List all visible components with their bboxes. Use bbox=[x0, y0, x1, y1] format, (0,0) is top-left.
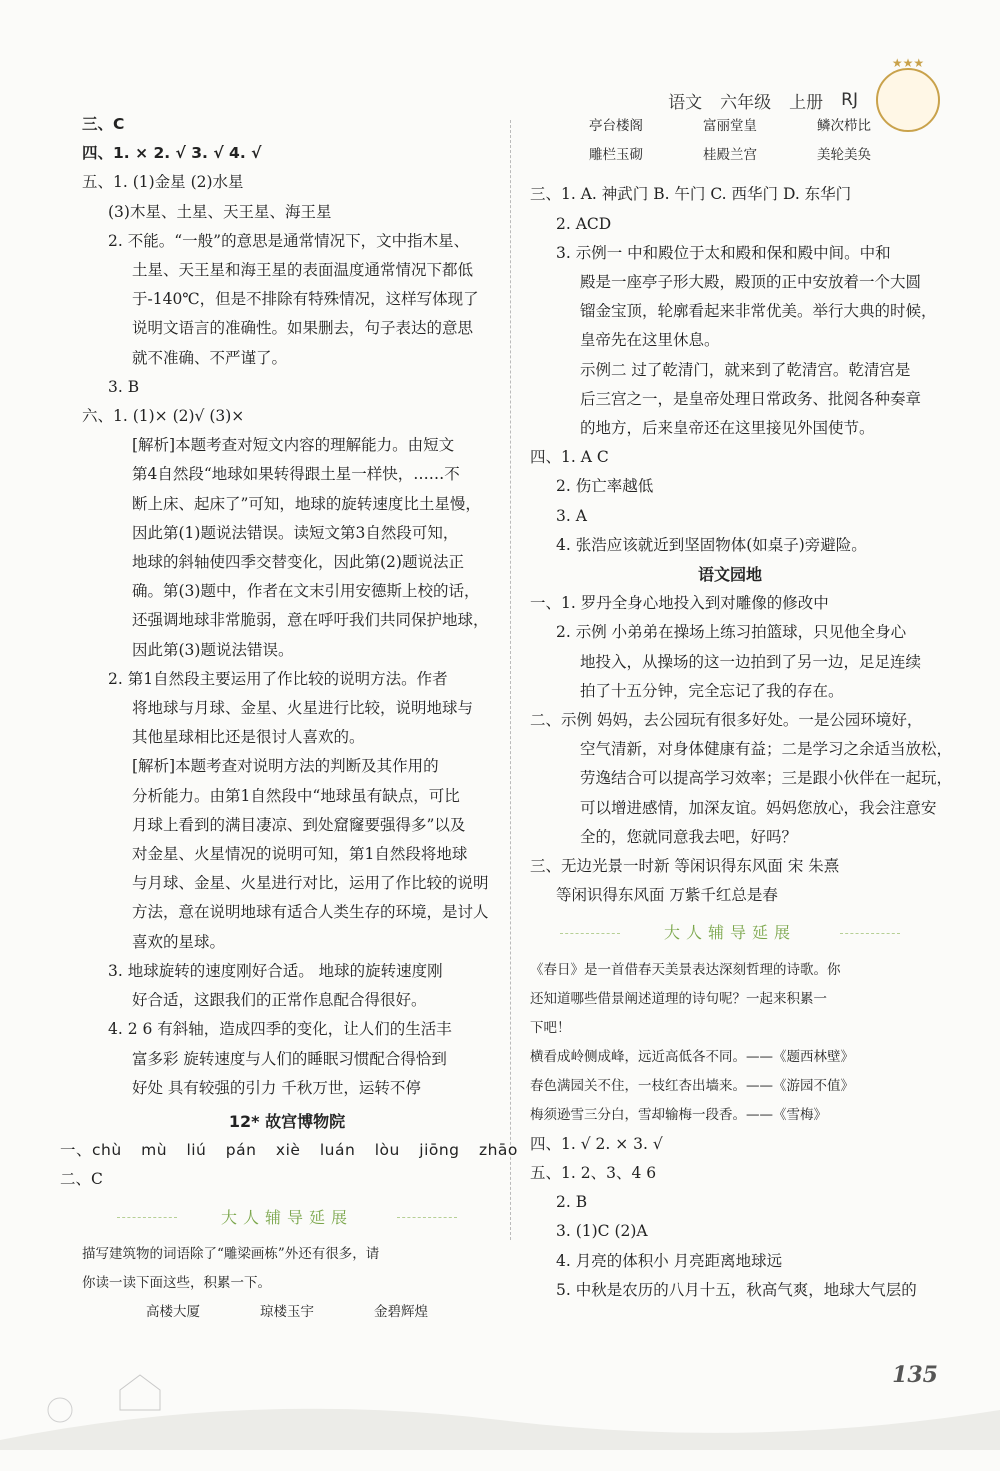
word-item: 高楼大厦 bbox=[146, 1303, 200, 1320]
answer-line: 五、1. 2、3、4 6 bbox=[530, 1163, 657, 1182]
answer-line: 五、1. (1)金星 (2)水星 bbox=[82, 173, 244, 192]
answer-line: 确。第(3)题中，作者在文末引用安德斯上校的话， bbox=[132, 582, 480, 601]
answer-line: 二、示例 妈妈，去公园玩有很多好处。一是公园环境好， bbox=[530, 711, 923, 730]
answer-line: 3. (1)C (2)A bbox=[556, 1222, 648, 1241]
answer-line: 四、1. × 2. √ 3. √ 4. √ bbox=[82, 144, 262, 163]
answer-line: 地投入，从操场的这一边拍到了另一边，足足连续 bbox=[580, 652, 922, 671]
header-volume: 上册 bbox=[789, 92, 824, 113]
answer-line: 富多彩 旋转速度与人们的睡眠习惯配合得恰到 bbox=[132, 1049, 447, 1068]
answer-line: (3)木星、土星、天王星、海王星 bbox=[108, 202, 332, 221]
answer-line: 3. 示例一 中和殿位于太和殿和保和殿中间。中和 bbox=[556, 243, 891, 262]
word-item: 亭台楼阁 bbox=[589, 118, 643, 134]
answer-line: 断上床、起床了”可知，地球的旋转速度比土星慢， bbox=[132, 494, 481, 513]
answer-line: 与月球、金星、火星进行对比，运用了作比较的说明 bbox=[132, 874, 489, 893]
right-extend-text bbox=[530, 956, 930, 1130]
answer-line: 5. 中秋是农历的八月十五，秋高气爽，地球大气层的 bbox=[556, 1280, 917, 1299]
answer-line: 喜欢的星球。 bbox=[132, 932, 226, 951]
header-edition: RJ bbox=[841, 90, 858, 110]
answer-line: 好处 具有较强的引力 千秋万世，运转不停 bbox=[132, 1078, 421, 1097]
answer-line: 等闲识得东风面 万紫千红总是春 bbox=[556, 886, 778, 905]
answer-line: 3. B bbox=[108, 377, 140, 396]
answer-line: 4. 张浩应该就近到坚固物体(如桌子)旁避险。 bbox=[556, 535, 867, 554]
banner-extend-right: 大人辅导延展 bbox=[580, 918, 880, 947]
answer-line: 的地方，后来皇帝还在这里接见外国使节。 bbox=[580, 419, 875, 438]
banner-extend-left: 大人辅导延展 bbox=[137, 1203, 437, 1232]
answer-line: 第4自然段“地球如果转得跟土星一样快，……不 bbox=[132, 465, 460, 484]
answer-line: 四、1. √ 2. × 3. √ bbox=[530, 1134, 663, 1153]
answer-line: 将地球与月球、金星、火星进行比较，说明地球与 bbox=[132, 699, 474, 718]
answer-line: 地球的斜轴使四季交替变化，因此第(2)题说法正 bbox=[132, 553, 464, 572]
answer-line: 3. A bbox=[556, 506, 587, 525]
answer-line: 空气清新，对身体健康有益；二是学习之余适当放松， bbox=[580, 740, 953, 759]
extend-line: 春色满园关不住，一枝红杏出墙来。——《游园不值》 bbox=[530, 1077, 854, 1094]
answer-line: 方法，意在说明地球有适合人类生存的环境，是讨人 bbox=[132, 903, 489, 922]
word-item: 雕栏玉砌 bbox=[589, 147, 643, 164]
extend-line: 描写建筑物的词语除了“雕梁画栋”外还有很多，请 bbox=[82, 1245, 380, 1262]
answer-line: 示例二 过了乾清门，就来到了乾清宫。乾清宫是 bbox=[580, 360, 911, 379]
page-number: 135 bbox=[892, 1362, 938, 1388]
extend-line: 《春日》是一首借春天美景表达深刻哲理的诗歌。你 bbox=[530, 961, 841, 978]
answer-line: 于-140℃，但是不排除有特殊情况，这样写体现了 bbox=[132, 290, 479, 309]
right-answers bbox=[530, 180, 937, 560]
word-item: 鳞次栉比 bbox=[817, 118, 871, 134]
pinyin-answers: 一、chù mù liú pán xiè luán lòu jiōng zhāo bbox=[60, 1141, 518, 1160]
answer-line: 三、1. A. 神武门 B. 午门 C. 西华门 D. 东华门 bbox=[530, 185, 852, 204]
answer-line: 2. 不能。“一般”的意思是通常情况下，文中指木星、 bbox=[108, 231, 470, 250]
left-column bbox=[60, 110, 518, 1327]
answer-line: 三、无边光景一时新 等闲识得东风面 宋 朱熹 bbox=[530, 857, 840, 876]
extend-line: 你读一读下面这些，积累一下。 bbox=[82, 1274, 271, 1291]
answer-line: 好合适，这跟我们的正常作息配合得很好。 bbox=[132, 991, 427, 1010]
answer-line: 分析能力。由第1自然段中“地球虽有缺点，可比 bbox=[132, 786, 460, 805]
answer-line: 月球上看到的满目凄凉、到处窟窿要强得多”以及 bbox=[132, 815, 466, 834]
right-answers-final bbox=[530, 1130, 930, 1305]
extend-line: 横看成岭侧成峰，远近高低各不同。——《题西林壁》 bbox=[530, 1048, 854, 1065]
left-word-list bbox=[82, 1298, 492, 1327]
word-item: 美轮美奂 bbox=[817, 147, 871, 164]
answer-line: 2. 第1自然段主要运用了作比较的说明方法。作者 bbox=[108, 669, 448, 688]
answer-line: 对金星、火星情况的说明可知，第1自然段将地球 bbox=[132, 845, 468, 864]
header-grade: 六年级 bbox=[720, 92, 772, 113]
answer-line: 2. B bbox=[556, 1193, 588, 1212]
answer-line: 劳逸结合可以提高学习效率；三是跟小伙伴在一起玩， bbox=[580, 769, 953, 788]
extend-line: 还知道哪些借景阐述道理的诗句呢？一起来积累一 bbox=[530, 990, 827, 1007]
answer-line: 后三宫之一，是皇帝处理日常政务、批阅各种奏章 bbox=[580, 389, 922, 408]
answer-line: 还强调地球非常脆弱，意在呼吁我们共同保护地球， bbox=[132, 611, 489, 630]
answer-line: 皇帝先在这里休息。 bbox=[580, 331, 720, 350]
answer-line: 4. 月亮的体积小 月亮距离地球远 bbox=[556, 1251, 783, 1270]
word-item: 琼楼玉宇 bbox=[260, 1303, 314, 1320]
answer-line: 拍了十五分钟，完全忘记了我的存在。 bbox=[580, 681, 844, 700]
answer-line: 2. ACD bbox=[556, 214, 612, 233]
answer-line: 2. 伤亡率越低 bbox=[556, 477, 654, 496]
word-item: 桂殿兰宫 bbox=[703, 147, 757, 164]
answer-line: 土星、天王星和海王星的表面温度通常情况下都低 bbox=[132, 261, 474, 280]
q2-answer: 二、C bbox=[60, 1170, 103, 1189]
left-extend-text bbox=[82, 1240, 492, 1298]
extend-line: 下吧！ bbox=[530, 1019, 571, 1036]
answer-line: 3. 地球旋转的速度刚好合适。 地球的旋转速度刚 bbox=[108, 961, 443, 980]
answer-line: 一、1. 罗丹全身心地投入到对雕像的修改中 bbox=[530, 594, 829, 613]
answer-line: 殿是一座亭子形大殿，殿顶的正中安放着一个大圆 bbox=[580, 273, 922, 292]
answer-line: 因此第(3)题说法错误。 bbox=[132, 640, 294, 659]
answer-line: 说明文语言的准确性。如果删去，句子表达的意思 bbox=[132, 319, 474, 338]
right-column bbox=[530, 110, 953, 1305]
answer-line: 2. 示例 小弟弟在操场上练习拍篮球，只见他全身心 bbox=[556, 623, 907, 642]
word-item: 富丽堂皇 bbox=[703, 118, 757, 134]
answer-line: 全的，您就同意我去吧，好吗？ bbox=[580, 827, 798, 846]
footer-decoration bbox=[0, 1350, 1000, 1450]
answer-line: 镏金宝顶，轮廓看起来非常优美。举行大典的时候， bbox=[580, 302, 937, 321]
extend-line: 梅须逊雪三分白，雪却输梅一段香。——《雪梅》 bbox=[530, 1106, 827, 1123]
answer-line: 4. 2 6 有斜轴，造成四季的变化，让人们的生活丰 bbox=[108, 1020, 452, 1039]
answer-line: 六、1. (1)× (2)√ (3)× bbox=[82, 407, 245, 426]
column-divider bbox=[510, 120, 511, 1240]
answer-line: 可以增进感情，加深友谊。妈妈您放心，我会注意安 bbox=[580, 798, 937, 817]
right-word-list-1 bbox=[530, 112, 930, 141]
word-item: 金碧辉煌 bbox=[374, 1303, 428, 1320]
lesson-title: 12* 故宫博物院 bbox=[228, 1111, 346, 1131]
answer-line: [解析]本题考查对说明方法的判断及其作用的 bbox=[132, 757, 439, 776]
answer-line: 就不准确、不严谨了。 bbox=[132, 348, 288, 367]
header-subject: 语文 bbox=[668, 92, 703, 113]
answer-line: 其他星球相比还是很讨人喜欢的。 bbox=[132, 728, 365, 747]
answer-line: 三、C bbox=[82, 115, 125, 133]
garden-answers bbox=[530, 589, 953, 910]
answer-line: [解析]本题考查对短文内容的理解能力。由短文 bbox=[132, 436, 455, 455]
garden-title: 语文园地 bbox=[697, 565, 762, 585]
answer-line: 四、1. A C bbox=[530, 448, 609, 467]
right-word-list-2 bbox=[530, 141, 930, 170]
answer-line: 因此第(1)题说法错误。读短文第3自然段可知， bbox=[132, 523, 459, 542]
left-answers bbox=[82, 110, 492, 1103]
